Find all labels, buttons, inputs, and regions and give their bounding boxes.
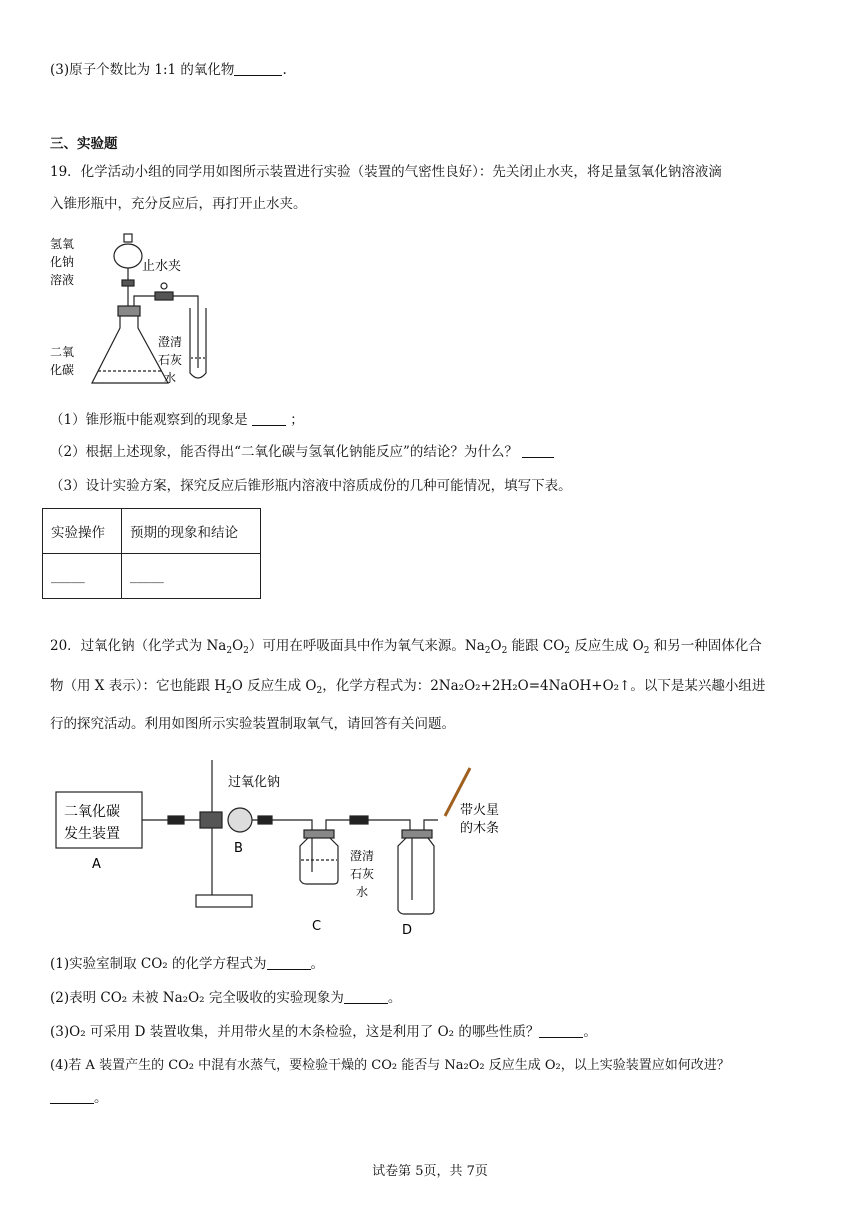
answer-blank[interactable] [344, 989, 388, 1004]
q20-sub4: (4)若 A 装置产生的 CO₂ 中混有水蒸气，要检验干燥的 CO₂ 能否与 Na₂O₂ 反应生成 O₂，以上实验装置应如何改进？ [50, 1058, 730, 1073]
q19-sub3: （3）设计实验方案，探究反应后锥形瓶内溶液中溶质成份的几种可能情况，填写下表。 [50, 478, 572, 494]
q20-stem-line3: 行的探究活动。利用如图所示实验装置制取氧气，请回答有关问题。 [50, 716, 455, 732]
label-lime-2: 石灰 [158, 353, 183, 367]
label-naoh-2: 化钠 [50, 255, 75, 269]
answer-blank[interactable] [522, 443, 554, 458]
answer-blank[interactable] [234, 61, 282, 76]
section-title: 三、实验题 [50, 136, 118, 152]
q19-stem-line2: 入锥形瓶中，充分反应后，再打开止水夹。 [50, 196, 307, 212]
q20-apparatus-figure [50, 750, 520, 940]
label-a: A [92, 857, 101, 872]
q18-sub3: (3)原子个数比为 1:1 的氧化物 . [50, 62, 287, 78]
label-c: C [312, 919, 322, 934]
label-clamp: 止水夹 [142, 259, 182, 274]
q20-sub2: (2)表明 CO₂ 未被 Na₂O₂ 完全吸收的实验现象为 。 [50, 990, 402, 1006]
label-lime-3: 水 [356, 885, 369, 899]
label-lime-1: 澄清 [350, 849, 375, 863]
table-header-result: 预期的现象和结论 [122, 509, 261, 554]
answer-blank[interactable] [539, 1023, 583, 1038]
label-co2-1: 二氧 [50, 345, 75, 359]
label-naoh-1: 氢氧 [50, 237, 75, 251]
label-box-1: 二氧化碳 [64, 804, 120, 820]
page-footer: 试卷第 5页，共 7页 [372, 1164, 488, 1179]
label-d: D [402, 923, 413, 938]
table-blank-result[interactable]: _____ [122, 554, 261, 599]
chemical-equation: 2Na₂O₂+2H₂O=4NaOH+O₂↑ [430, 678, 631, 694]
q20-sub1: (1)实验室制取 CO₂ 的化学方程式为 。 [50, 956, 325, 972]
q19-answer-table [42, 508, 261, 599]
answer-blank[interactable] [252, 411, 286, 426]
q19-sub2: （2）根据上述现象，能否得出“二氧化碳与氢氧化钠能反应”的结论？为什么？ [50, 442, 554, 462]
q20-stem-line2: 物（用 X 表示）：它也能跟 $H_2O$ 反应生成 $O_2$，化学方程式为：2Na₂O₂+2H₂O=4NaOH+O₂↑。以下是某兴趣小组进 [50, 678, 766, 696]
label-splint-2: 的木条 [460, 821, 500, 836]
answer-blank[interactable] [267, 955, 311, 970]
label-co2-2: 化碳 [50, 363, 75, 377]
label-lime-3: 水 [164, 371, 177, 385]
label-lime-1: 澄清 [158, 335, 183, 349]
table-blank-operation[interactable]: _____ [43, 554, 122, 599]
q19-apparatus-figure [50, 228, 230, 393]
q20-stem-line1: 20．过氧化钠（化学式为 $Na_2O_2$）可用在呼吸面具中作为氧气来源。$Na_2O_2$ 能跟 $CO_2$ 反应生成 $O_2$ 和另一种固体化合 [50, 638, 762, 656]
q20-sub3: (3)O₂ 可采用 D 装置收集，并用带火星的木条检验，这是利用了 O₂ 的哪些性质？ 。 [50, 1024, 597, 1040]
label-box-2: 发生装置 [64, 826, 120, 842]
q19-stem-line1: 19．化学活动小组的同学用如图所示装置进行实验（装置的气密性良好）：先关闭止水夹，将足量氢氧化钠溶液滴 [50, 164, 722, 180]
table-header-operation: 实验操作 [43, 509, 122, 554]
label-b: B [234, 841, 243, 856]
q19-sub1: （1）锥形瓶中能观察到的现象是 ； [50, 412, 304, 428]
q20-sub4-answer: 。 [50, 1088, 108, 1108]
label-splint-1: 带火星 [460, 803, 500, 818]
label-lime-2: 石灰 [350, 867, 375, 881]
label-na2o2: 过氧化钠 [228, 775, 281, 790]
label-naoh-3: 溶液 [50, 273, 75, 287]
answer-blank[interactable] [50, 1089, 94, 1104]
